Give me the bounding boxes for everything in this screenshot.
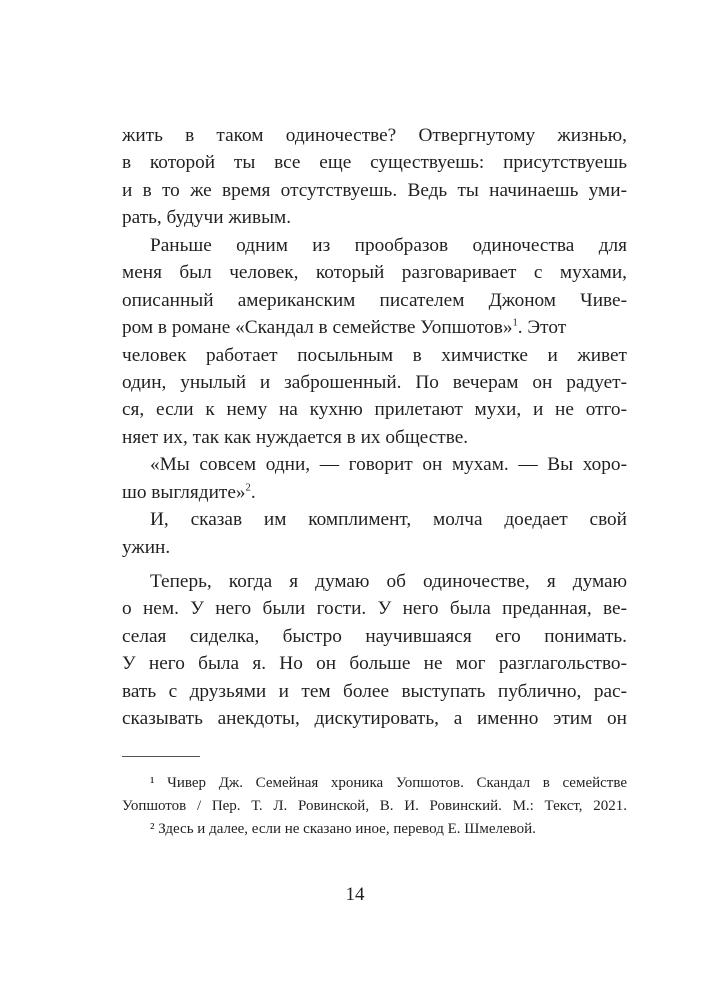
text-line <box>122 369 627 396</box>
text-line <box>122 232 627 259</box>
line-text: и в то же время отсутствуешь. Ведь ты начинаешь уми- <box>122 179 627 201</box>
line-text: «Мы совсем одни, — говорит он мухам. — Вы хоро- <box>150 454 627 476</box>
footnote-line <box>122 818 627 841</box>
line-text-after: . Этот <box>517 317 567 339</box>
text-line <box>122 650 627 677</box>
text-line <box>122 177 627 204</box>
text-line <box>122 396 627 423</box>
text-line <box>122 314 627 341</box>
text-line <box>122 424 627 451</box>
footnotes <box>122 772 627 841</box>
line-text: ² Здесь и далее, если не сказано иное, перевод Е. Шмелевой. <box>150 821 536 837</box>
line-text: человек работает посыльным в химчистке и живет <box>122 344 627 366</box>
line-text: Теперь, когда я думаю об одиночестве, я думаю <box>150 571 627 592</box>
footnote-ref: 2 <box>245 482 251 494</box>
line-text: селая сиделка, быстро научившаяся его понимать. <box>122 625 627 647</box>
line-text: ужин. <box>122 536 171 558</box>
text-line <box>122 479 627 506</box>
body-text-bottom <box>122 568 627 733</box>
line-text: о нем. У него были гости. У него была преданная, ве- <box>122 598 627 620</box>
text-line <box>122 705 627 732</box>
line-text: ром в романе «Скандал в семействе Уопшотов» <box>122 317 513 339</box>
line-text: жить в таком одиночестве? Отвергнутому жизнью, <box>122 125 627 146</box>
text-line <box>122 342 627 369</box>
line-text: сказывать анекдоты, дискутировать, а именно этим он <box>122 708 627 730</box>
line-text: У него была я. Но он больше не мог разглагольство- <box>122 653 627 675</box>
line-text: Уопшотов / Пер. Т. Л. Ровинской, В. И. Ровинский. М.: Текст, 2021. <box>122 798 627 814</box>
line-text: няет их, так как нуждается в их обществе. <box>122 426 469 448</box>
text-line <box>122 506 627 533</box>
text-line <box>122 595 627 622</box>
line-text: один, унылый и заброшенный. По вечерам он радует- <box>122 371 627 393</box>
line-text: описанный американским писателем Джоном Чиве- <box>122 289 627 311</box>
text-line <box>122 568 627 595</box>
text-line <box>122 534 627 561</box>
text-line <box>122 451 627 478</box>
line-text: ся, если к нему на кухню прилетают мухи, и не отго- <box>122 399 627 421</box>
text-line <box>122 623 627 650</box>
text-line <box>122 678 627 705</box>
footnote-line <box>122 795 627 818</box>
text-line <box>122 204 627 231</box>
footnote-divider <box>122 756 200 757</box>
text-line <box>122 287 627 314</box>
line-text: шо выглядите» <box>122 481 246 503</box>
line-text: меня был человек, который разговаривает с мухами, <box>122 262 627 284</box>
footnote-line <box>122 772 627 795</box>
line-text: И, сказав им комплимент, молча доедает свой <box>150 509 627 531</box>
line-text-after: . <box>250 481 256 503</box>
line-text: рать, будучи живым. <box>122 207 292 229</box>
line-text: в которой ты все еще существуешь: присутствуешь <box>122 152 627 174</box>
body-text-top <box>122 122 627 561</box>
text-line <box>122 149 627 176</box>
text-line <box>122 259 627 286</box>
line-text: ¹ Чивер Дж. Семейная хроника Уопшотов. Скандал в семействе <box>150 775 627 791</box>
text-line <box>122 122 627 149</box>
line-text: Раньше одним из прообразов одиночества для <box>150 234 627 256</box>
line-text: вать с друзьями и тем более выступать публично, рас- <box>122 680 627 702</box>
page-number: 14 <box>345 884 365 905</box>
footnote-ref: 1 <box>512 317 518 329</box>
